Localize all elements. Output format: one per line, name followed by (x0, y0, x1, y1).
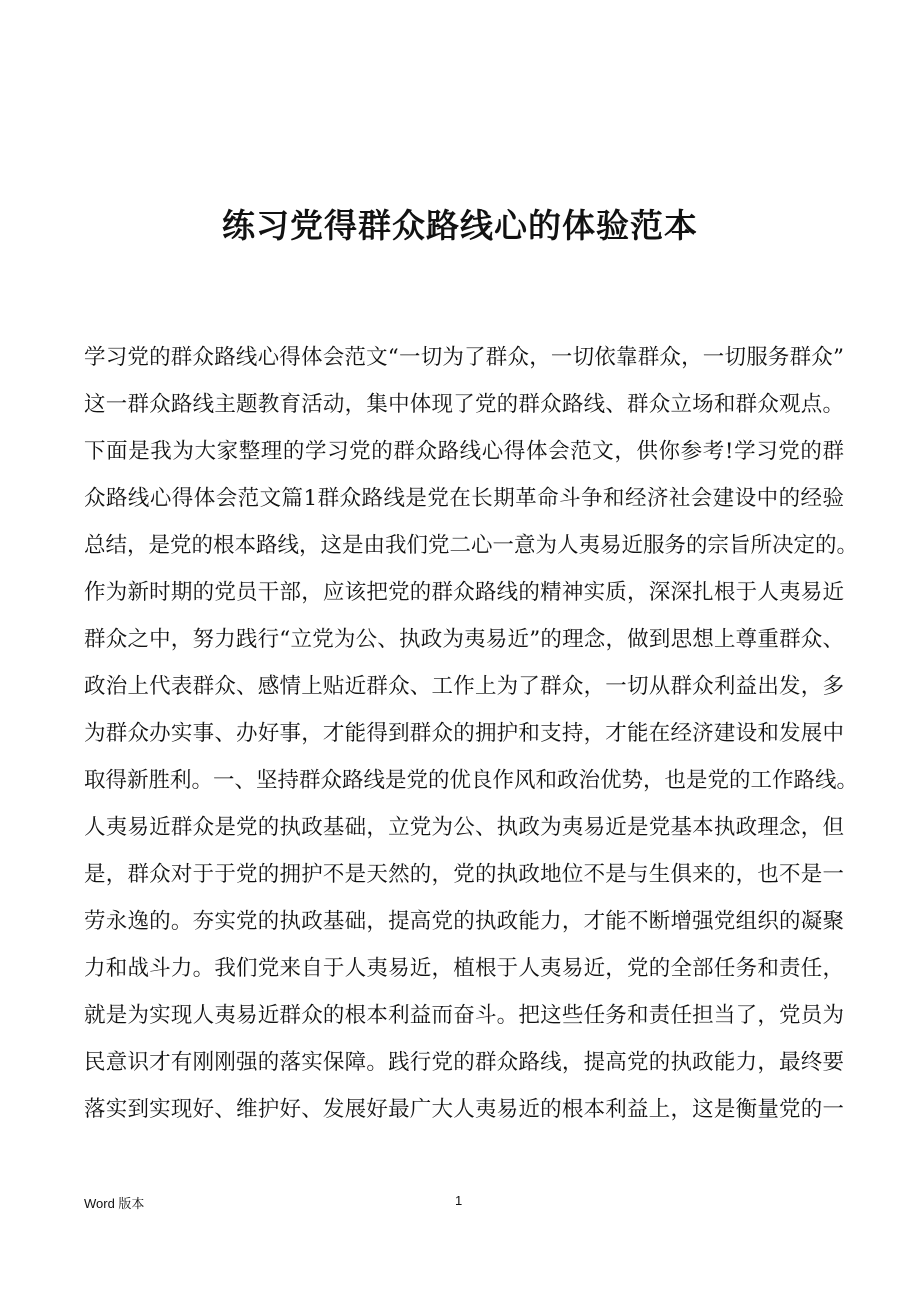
paragraph-line: 劳永逸的。夯实党的执政基础，提高党的执政能力，才能不断增强党组织的凝聚 (84, 909, 844, 934)
paragraph-line: 人夷易近群众是党的执政基础，立党为公、执政为夷易近是党基本执政理念，但 (84, 815, 844, 840)
paragraph-line: 民意识才有刚刚强的落实保障。践行党的群众路线，提高党的执政能力，最终要 (84, 1050, 844, 1075)
paragraph-line: 取得新胜利。一、坚持群众路线是党的优良作风和政治优势，也是党的工作路线。 (84, 768, 859, 793)
paragraph-line: 落实到实现好、维护好、发展好最广大人夷易近的根本利益上，这是衡量党的一 (84, 1097, 844, 1122)
paragraph-line: 力和战斗力。我们党来自于人夷易近，植根于人夷易近，党的全部任务和责任， (84, 956, 844, 981)
paragraph-line: 学习党的群众路线心得体会范文“一切为了群众，一切依靠群众，一切服务群众” (84, 345, 844, 370)
page-number: 1 (455, 1193, 463, 1208)
paragraph-line: 众路线心得体会范文篇1群众路线是党在长期革命斗争和经济社会建设中的经验 (84, 486, 844, 511)
paragraph-line: 为群众办实事、办好事，才能得到群众的拥护和支持，才能在经济建设和发展中 (84, 721, 844, 746)
paragraph-line: 总结，是党的根本路线，这是由我们党二心一意为人夷易近服务的宗旨所决定的。 (84, 533, 859, 558)
paragraph-line: 就是为实现人夷易近群众的根本利益而奋斗。把这些任务和责任担当了，党员为 (84, 1003, 844, 1028)
footer-label: Word 版本 (84, 1196, 145, 1211)
paragraph-line: 这一群众路线主题教育活动，集中体现了党的群众路线、群众立场和群众观点。 (84, 392, 844, 417)
paragraph-line: 群众之中，努力践行“立党为公、执政为夷易近”的理念，做到思想上尊重群众、 (84, 627, 844, 652)
document-title: 练习党得群众路线心的体验范本 (222, 206, 698, 245)
paragraph-line: 是，群众对于于党的拥护不是天然的，党的执政地位不是与生俱来的，也不是一 (84, 862, 844, 887)
document-body (84, 340, 859, 1139)
paragraph-line: 作为新时期的党员干部，应该把党的群众路线的精神实质，深深扎根于人夷易近 (84, 580, 844, 605)
paragraph-line: 下面是我为大家整理的学习党的群众路线心得体会范文，供你参考!学习党的群 (84, 439, 844, 464)
paragraph-line: 政治上代表群众、感情上贴近群众、工作上为了群众，一切从群众利益出发，多 (84, 674, 844, 699)
